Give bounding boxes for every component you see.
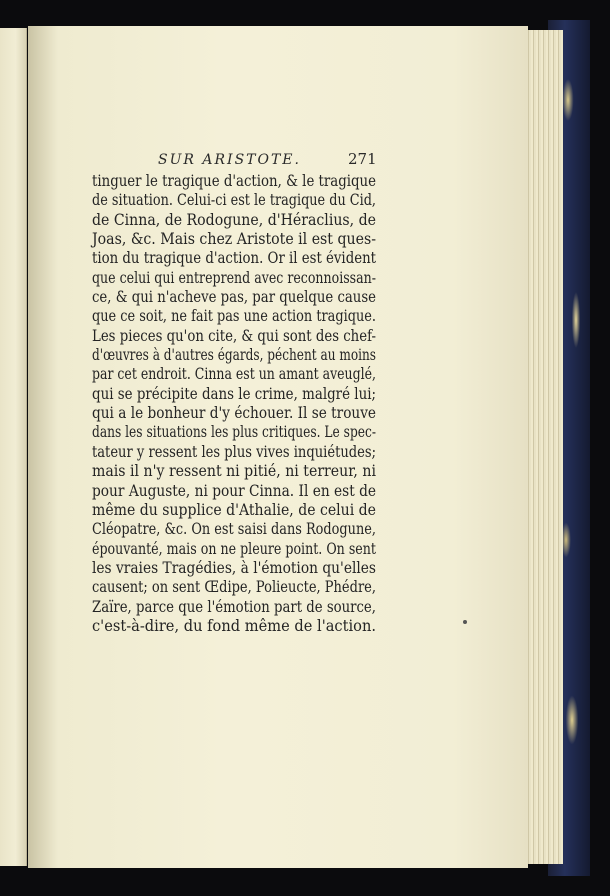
text-line: Zaïre, parce que l'émotion part de source, (92, 597, 376, 616)
page-number: 271 (348, 150, 377, 168)
text-line: tateur y ressent les plus vives inquiétudes; (92, 442, 376, 461)
body-text (92, 172, 376, 636)
running-title: SUR ARISTOTE. (158, 152, 301, 168)
text-line: Joas, &c. Mais chez Aristote il est ques- (92, 230, 376, 249)
text-line: tion du tragique d'action. Or il est évident (92, 249, 376, 268)
text-line: causent; on sent Œdipe, Polieucte, Phédre, (92, 578, 376, 597)
running-header (158, 148, 378, 172)
text-line: de situation. Celui-ci est le tragique du Cid, (92, 191, 376, 210)
text-line: que celui qui entreprend avec reconnoissan- (92, 268, 376, 287)
text-line: même du supplice d'Athalie, de celui de (92, 500, 376, 519)
text-line: c'est-à-dire, du fond même de l'action. (92, 616, 376, 635)
text-line: d'œuvres à d'autres égards, péchent au moins (92, 346, 376, 365)
text-line: épouvanté, mais on ne pleure point. On sent (92, 539, 376, 558)
text-line: par cet endroit. Cinna est un amant aveuglé, (92, 365, 376, 384)
text-line: mais il n'y ressent ni pitié, ni terreur, ni (92, 462, 376, 481)
text-line: pour Auguste, ni pour Cinna. Il en est de (92, 481, 376, 500)
text-line: de Cinna, de Rodogune, d'Héraclius, de (92, 210, 376, 229)
facing-page-edge (0, 28, 27, 866)
text-line: que ce soit, ne fait pas une action tragique. (92, 307, 376, 326)
text-line: qui a le bonheur d'y échouer. Il se trouve (92, 404, 376, 423)
text-line: Cléopatre, &c. On est saisi dans Rodogune, (92, 520, 376, 539)
ink-speck (463, 620, 467, 624)
text-line: dans les situations les plus critiques. Le spec- (92, 423, 376, 442)
text-line: les vraies Tragédies, à l'émotion qu'elles (92, 558, 376, 577)
text-line: ce, & qui n'acheve pas, par quelque cause (92, 288, 376, 307)
text-line: tinguer le tragique d'action, & le tragique (92, 172, 376, 190)
text-line: qui se précipite dans le crime, malgré lui; (92, 384, 376, 403)
text-line: Les pieces qu'on cite, & qui sont des chef- (92, 326, 376, 345)
